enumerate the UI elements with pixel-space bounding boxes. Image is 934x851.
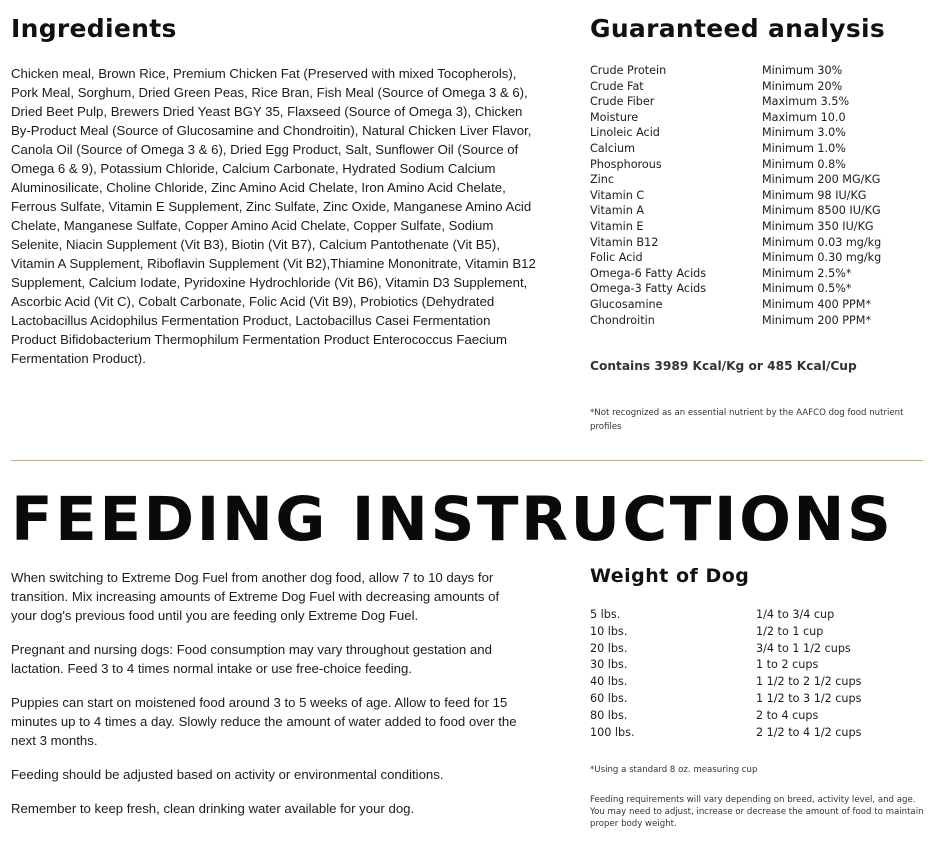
analysis-row: [590, 94, 920, 110]
nutrient-value: Minimum 0.03 mg/kg: [762, 235, 882, 249]
nutrient-name: Moisture: [590, 110, 639, 124]
food-amount: 1 1/2 to 2 1/2 cups: [756, 675, 862, 689]
analysis-row: [590, 125, 920, 141]
analysis-row: [590, 219, 920, 235]
feeding-paragraph: Pregnant and nursing dogs: Food consumption may vary throughout gestation and lactation. Feed 3 to 4 times normal intake or use free-choice feeding.: [11, 642, 492, 676]
analysis-row: [590, 63, 920, 79]
nutrient-name: Vitamin B12: [590, 235, 659, 249]
analysis-row: [590, 188, 920, 204]
dog-weight: 20 lbs.: [590, 641, 628, 655]
feeding-row: [590, 607, 861, 624]
aafco-footnote: *Not recognized as an essential nutrient by the AAFCO dog food nutrient profiles: [590, 408, 904, 432]
nutrient-value: Minimum 8500 IU/KG: [762, 204, 881, 218]
nutrient-name: Vitamin E: [590, 219, 644, 233]
nutrient-value: Minimum 200 MG/KG: [762, 173, 881, 187]
nutrient-name: Crude Protein: [590, 64, 667, 77]
analysis-row: [590, 79, 920, 95]
food-amount: 3/4 to 1 1/2 cups: [756, 641, 851, 655]
weight-of-dog-title: Weight of Dog: [590, 565, 750, 587]
feeding-paragraph: Feeding should be adjusted based on activity or environmental conditions.: [11, 767, 444, 782]
food-amount: 1 to 2 cups: [756, 658, 819, 672]
nutrient-value: Minimum 98 IU/KG: [762, 188, 867, 202]
food-amount: 1/2 to 1 cup: [756, 624, 824, 638]
nutrient-name: Zinc: [590, 173, 615, 187]
feeding-row: [590, 641, 861, 658]
nutrient-value: Minimum 400 PPM*: [762, 297, 872, 311]
nutrient-name: Vitamin C: [590, 188, 645, 202]
analysis-row: [590, 235, 920, 251]
dog-weight: 10 lbs.: [590, 624, 628, 638]
nutrient-name: Omega-3 Fatty Acids: [590, 282, 707, 296]
nutrient-name: Crude Fat: [590, 79, 644, 93]
food-amount: 2 to 4 cups: [756, 708, 819, 722]
dog-weight: 100 lbs.: [590, 725, 635, 739]
nutrient-value: Minimum 350 IU/KG: [762, 219, 874, 233]
food-amount: 1/4 to 3/4 cup: [756, 608, 835, 621]
nutrient-value: Minimum 20%: [762, 79, 843, 93]
nutrient-value: Minimum 0.8%: [762, 157, 846, 171]
ingredients-text: Chicken meal, Brown Rice, Premium Chicken Fat (Preserved with mixed Tocopherols), Pork Meal, Sorghum, Dried Green Peas, Rice Bran, Fish Meal (Source of Omega 3 & 6), Dried Beet Pulp, Brewers Dried Yeast BGY 35, Flaxseed (Source of Omega 3), Chicken By-Product Meal (Source of Glucosamine and Chondroitin), Natural Chicken Liver Flavor, Canola Oil (Source of Omega 3 & 6), Dried Egg Product, Salt, Sunflower Oil (Source of Omega 6 & 9), Potassium Chloride, Calcium Carbonate, Hydrated Sodium Calcium Aluminosilicate, Choline Chloride, Zinc Amino Acid Chelate, Iron Amino Acid Chelate, Ferrous Sulfate, Vitamin E Supplement, Zinc Sulfate, Zinc Oxide, Manganese Amino Acid Chelate, Manganese Sulfate, Copper Amino Acid Chelate, Copper Sulfate, Sodium Selenite, Niacin Supplement (Vit B3), Biotin (Vit B7), Calcium Pantothenate (Vit B5), Vitamin A Supplement, Riboflavin Supplement (Vit B2),Thiamine Mononitrate, Vitamin B12 Supplement, Calcium Iodate, Pyridoxine Hydrochloride (Vit B6), Vitamin D3 Supplement, Ascorbic Acid (Vit C), Cobalt Carbonate, Folic Acid (Vit B9), Probiotics (Dehydrated Lactobacillus Acidophilus Fermentation Product, Lactobacillus Casei Fermentation Product Bifidobacterium Thermophilum Fermentation Product Enterococcus Faecium Fermentation Product).: [11, 66, 536, 366]
analysis-row: [590, 313, 920, 329]
nutrient-value: Minimum 200 PPM*: [762, 313, 872, 327]
nutrient-name: Phosphorous: [590, 157, 662, 171]
food-amount: 2 1/2 to 4 1/2 cups: [756, 725, 862, 739]
feeding-paragraph: Puppies can start on moistened food around 3 to 5 weeks of age. Allow to feed for 15 minutes up to 4 times a day. Slowly reduce the amount of water added to food over the next 3 months.: [11, 695, 517, 748]
feeding-amount-table: [590, 607, 861, 741]
nutrient-value: Minimum 3.0%: [762, 126, 846, 140]
nutrient-value: Minimum 0.5%*: [762, 282, 852, 296]
dog-weight: 40 lbs.: [590, 675, 628, 689]
ingredients-title: Ingredients: [11, 14, 177, 43]
analysis-row: [590, 297, 920, 313]
nutrient-name: Linoleic Acid: [590, 126, 660, 140]
feeding-requirements-note: Feeding requirements will vary depending on breed, activity level, and age. You may need to adjust, increase or decrease the amount of food to maintain proper body weight.: [590, 795, 924, 829]
nutrient-name: Chondroitin: [590, 313, 655, 327]
nutrient-name: Omega-6 Fatty Acids: [590, 266, 707, 280]
analysis-row: [590, 110, 920, 126]
analysis-row: [590, 203, 920, 219]
feeding-row: [590, 674, 861, 691]
feeding-instructions-body: [11, 568, 526, 833]
nutrient-name: Vitamin A: [590, 204, 645, 218]
feeding-row: [590, 657, 861, 674]
guaranteed-analysis-title: Guaranteed analysis: [590, 14, 886, 43]
feeding-instructions-title: FEEDING INSTRUCTIONS: [11, 484, 894, 555]
feeding-row: [590, 708, 861, 725]
analysis-row: [590, 281, 920, 297]
dog-weight: 60 lbs.: [590, 691, 628, 705]
measuring-cup-note: *Using a standard 8 oz. measuring cup: [590, 765, 758, 775]
dog-weight: 5 lbs.: [590, 608, 621, 621]
nutrient-name: Calcium: [590, 141, 636, 155]
nutrient-name: Crude Fiber: [590, 95, 655, 109]
analysis-row: [590, 172, 920, 188]
section-divider: [11, 460, 923, 461]
nutrient-value: Maximum 10.0: [762, 110, 846, 124]
dog-weight: 80 lbs.: [590, 708, 628, 722]
feeding-row: [590, 725, 861, 742]
analysis-row: [590, 266, 920, 282]
feeding-paragraph: Remember to keep fresh, clean drinking water available for your dog.: [11, 801, 415, 816]
dog-weight: 30 lbs.: [590, 658, 628, 672]
feeding-paragraph: When switching to Extreme Dog Fuel from another dog food, allow 7 to 10 days for transition. Mix increasing amounts of Extreme Dog Fuel with decreasing amounts of your dog's previous food until you are feeding only Extreme Dog Fuel.: [11, 570, 500, 623]
nutrient-name: Folic Acid: [590, 251, 643, 265]
nutrient-value: Minimum 1.0%: [762, 141, 846, 155]
nutrient-name: Glucosamine: [590, 297, 663, 311]
feeding-row: [590, 624, 861, 641]
calorie-content: Contains 3989 Kcal/Kg or 485 Kcal/Cup: [590, 359, 857, 373]
analysis-row: [590, 141, 920, 157]
feeding-row: [590, 691, 861, 708]
nutrient-value: Minimum 0.30 mg/kg: [762, 251, 882, 265]
analysis-row: [590, 250, 920, 266]
food-amount: 1 1/2 to 3 1/2 cups: [756, 691, 862, 705]
nutrient-value: Minimum 30%: [762, 64, 843, 77]
guaranteed-analysis-table: [590, 63, 920, 328]
analysis-row: [590, 157, 920, 173]
nutrient-value: Minimum 2.5%*: [762, 266, 852, 280]
nutrient-value: Maximum 3.5%: [762, 95, 850, 109]
